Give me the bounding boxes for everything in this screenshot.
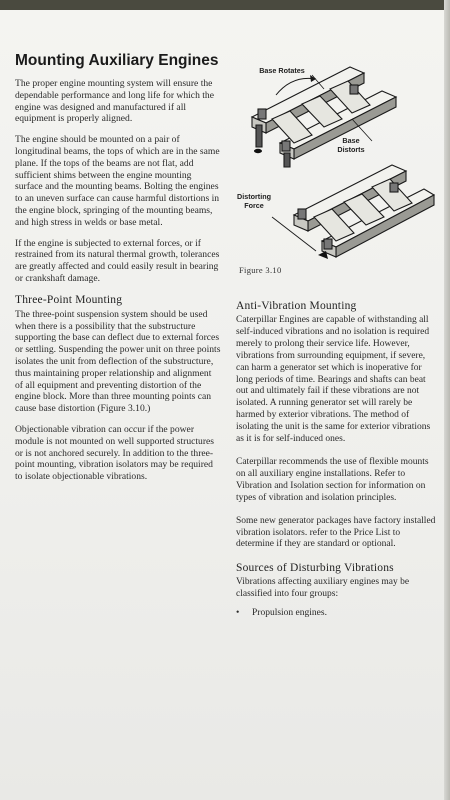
objectionable-vibration-paragraph: Objectionable vibration can occur if the power module is not mounted on well supported structures or is not anchored securely. In addition to the three-point mounting, vibration isolators may be required to isolate objectionable vibrations. <box>15 423 215 483</box>
anti-vibration-heading: Anti-Vibration Mounting <box>236 300 357 312</box>
left-column <box>15 52 221 492</box>
sources-intro: Vibrations affecting auxiliary engines may be classified into four groups: <box>236 577 410 600</box>
label-distorting-force: Distorting Force <box>237 192 271 210</box>
external-forces-paragraph: If the engine is subjected to external forces, or if restrained from its natural thermal growth, tolerances are greatly affected and could easily result in bearing or crankshaft damage. <box>15 237 220 284</box>
right-column <box>236 300 436 619</box>
three-point-heading: Three-Point Mounting <box>15 293 123 306</box>
three-point-paragraph: The three-point suspension system should be used when there is a possibility that the substructure supporting the base can deflect due to external forces or settling. Suspending the power unit on three points isolates the unit from deflection of the substructure, thus maintaining proper relationship and alignment of all equipment and preventing distortion of the engine block. More than three mounting points can cause base distortion (Figure 3.10.) <box>15 308 221 415</box>
page-edge <box>444 0 450 800</box>
list-item-text: Propulsion engines. <box>252 608 327 619</box>
label-base-distorts: Base Distorts <box>337 136 365 154</box>
anti-vibration-paragraph: Caterpillar Engines are capable of withstanding all self-induced vibrations and no isolation is required merely to prolong their service life. However, vibrations from surrounding equipment, if severe, can harm a generator set which is inoperative for long periods of time. Bearings and shafts can beat out and ultimately fail if these vibrations are not isolated. A running generator set will rarely be harmed by exterior vibrations. The method of isolating the unit is the same for exterior vibrations as it is for self-induced ones. <box>236 315 431 445</box>
figure-caption: Figure 3.10 <box>239 265 282 275</box>
mounting-base-diagram <box>232 55 442 265</box>
sources-heading: Sources of Disturbing Vibrations <box>236 562 394 575</box>
flexible-mounts-paragraph: Caterpillar recommends the use of flexible mounts on all auxiliary engine installations. Refer to Vibration and Isolation section for information on types of vibration and isolation principles. <box>236 456 429 503</box>
pivot-point-icon <box>254 149 262 153</box>
bullet-icon: • <box>236 608 240 619</box>
sources-list <box>236 607 436 619</box>
rotating-base-drawing <box>252 67 396 167</box>
factory-isolators-paragraph: Some new generator packages have factory installed vibration isolators. refer to the Price List to determine if they are standard or optional. <box>236 515 436 550</box>
figure-3-10 <box>232 55 442 285</box>
list-item <box>236 607 436 619</box>
page-top-shadow <box>0 0 450 10</box>
distorted-base-drawing <box>294 165 434 257</box>
label-base-rotates: Base Rotates <box>259 66 305 75</box>
beams-paragraph: The engine should be mounted on a pair of longitudinal beams, the tops of which are in the same plane. If the tops of the beams are not flat, add sufficient shims between the engine mounting surface and the mounting beams. Bolting the engines to an uneven surface can cause harmful distortions in the engine block, springing of the mounting beams, and high stress in welds or base metal. <box>15 134 220 228</box>
page-title: Mounting Auxiliary Engines <box>15 52 219 69</box>
intro-paragraph: The proper engine mounting system will ensure the dependable performance and long life for which the engine was designed and manufactured if all equipment is properly aligned. <box>15 78 214 125</box>
